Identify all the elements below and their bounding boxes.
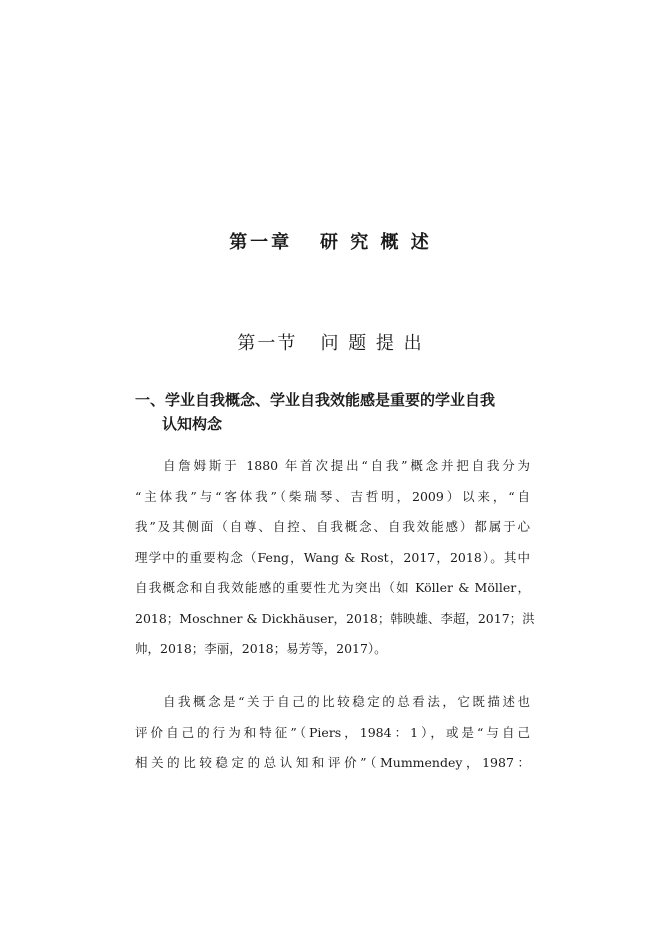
paragraph-line: 评价自己的行为和特征”（Piers，1984：1），或是“与自己: [135, 724, 530, 740]
paragraph-line: “主体我”与“客体我”（柴瑞琴、吉哲明，2009）以来，“自: [135, 488, 530, 504]
subsection-heading: [135, 388, 535, 436]
paragraph-line: 自我概念是“关于自己的比较稳定的总看法，它既描述也: [163, 694, 530, 709]
paragraph-line: 自我概念和自我效能感的重要性尤为突出（如 Köller & Möller，: [135, 580, 530, 595]
paragraph-line: 理学中的重要构念（Feng，Wang & Rost，2017，2018）。其中: [135, 549, 530, 565]
paragraph-line: 相关的比较稳定的总认知和评价”（Mummendey，1987：: [135, 755, 530, 770]
paragraph-line: 2018；Moschner & Dickhäuser，2018；韩映雄、李超，2017；洪: [135, 610, 535, 626]
paragraph-line: 我”及其侧面（自尊、自控、自我概念、自我效能感）都属于心: [135, 519, 530, 534]
chapter-title: 第一章 研 究 概 述: [229, 232, 432, 253]
body-paragraph: [135, 687, 530, 779]
paragraph-line: 自詹姆斯于 1880 年首次提出“自我”概念并把自我分为: [163, 458, 530, 473]
subsection-heading-line: 认知构念: [162, 415, 223, 433]
body-paragraph: [135, 451, 535, 665]
section-title: 第一节 问 题 提 出: [237, 333, 424, 354]
subsection-heading-line: 一、学业自我概念、学业自我效能感是重要的学业自我: [135, 391, 496, 409]
paragraph-line: 帅，2018；李丽，2018；易芳等，2017）。: [135, 641, 387, 656]
